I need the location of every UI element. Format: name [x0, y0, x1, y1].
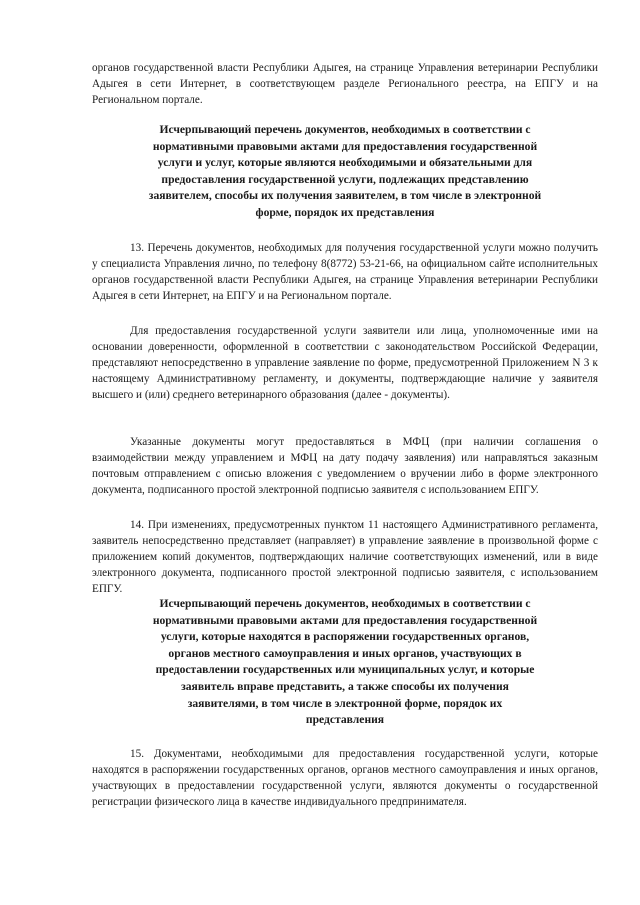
section-heading-documents-in-authorities: Исчерпывающий перечень документов, необходимых в соответствии с нормативными правовыми актами для предоставления государственной услуги, которые находятся в распоряжении государственных органов, органов местного самоуправления и иных органов, участвующих в предоставлении государственных или муниципальных услуг, и которые заявитель вправе представить, а также способы их получения заявителями, в том числе в электронной форме, порядок их представления	[152, 597, 538, 727]
paragraph-13: 13. Перечень документов, необходимых для получения государственной услуги можно получить у специалиста Управления лично, по телефону 8(8772) 53-21-66, на официальном сайте исполнительных органов государственной власти Республики Адыгея, на странице Управления ветеринарии Республики Адыгея в сети Интернет, на ЕПГУ и на Региональном портале.	[92, 242, 598, 302]
paragraph-15: 15. Документами, необходимыми для предоставления государственной услуги, которые находятся в распоряжении государственных органов, органов местного самоуправления и иных органов, участвующих в предоставлении государственной услуги, являются документы о государственной регистрации физического лица в качестве индивидуального предпринимателя.	[92, 748, 598, 808]
section-heading-documents-by-applicant: Исчерпывающий перечень документов, необходимых в соответствии с нормативными правовыми актами для предоставления государственной услуги и услуг, которые являются необходимыми и обязательными для предоставления государственной услуги, подлежащих представлению заявителем, способы их получения заявителем, в том числе в электронной форме, порядок их представления	[148, 123, 542, 219]
intro-paragraph: органов государственной власти Республики Адыгея, на странице Управления ветеринарии Республики Адыгея в сети Интернет, в соответствующем разделе Регионального реестра, на ЕПГУ и на Региональном портале.	[92, 62, 598, 106]
paragraph-14: 14. При изменениях, предусмотренных пунктом 11 настоящего Административного регламента, заявитель непосредственно представляет (направляет) в управление заявление в произвольной форме с приложением копий документов, подтверждающих наличие соответствующих изменений, или в виде электронного документа, подписанного простой электронной подписью заявителя, с использованием ЕПГУ.	[92, 519, 598, 595]
paragraph-mfc: Указанные документы могут предоставляться в МФЦ (при наличии соглашения о взаимодействии между управлением и МФЦ на дату подачу заявления) или направляться заказным почтовым отправлением с описью вложения с уведомлением о вручении либо в форме электронного документа, подписанного простой электронной подписью заявителя с использованием ЕПГУ.	[92, 436, 598, 496]
paragraph-applicants: Для предоставления государственной услуги заявители или лица, уполномоченные ими на основании доверенности, оформленной в соответствии с законодательством Российской Федерации, представляют непосредственно в управление заявление по форме, предусмотренной Приложением N 3 к настоящему Административному регламенту, и документы, подтверждающие наличие у заявителя высшего и (или) среднего ветеринарного образования (далее - документы).	[92, 325, 598, 401]
